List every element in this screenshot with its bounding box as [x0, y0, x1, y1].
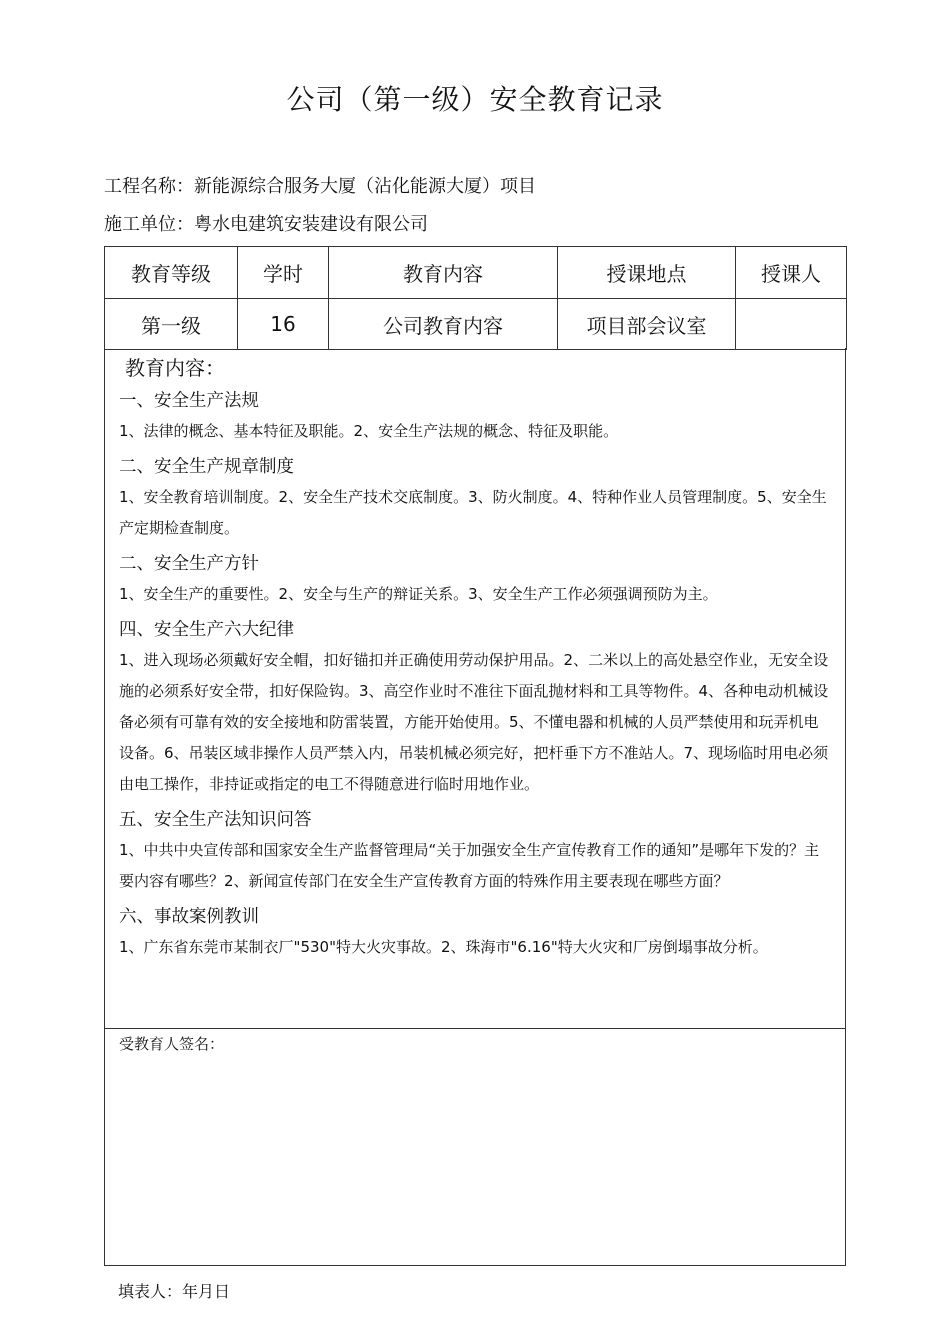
section-heading: 六、事故案例教训	[119, 907, 259, 927]
header-instructor: 授课人	[736, 247, 847, 299]
section-body: 1、进入现场必须戴好安全帽，扣好锚扣并正确使用劳动保护用品。2、二米以上的高处悬空作业，无安全设施的必须系好安全带，扣好保险钩。3、高空作业时不准往下面乱抛材料和工具等物件。4、各种电动机械设备必须有可靠有效的安全接地和防雷装置，方能开始使用。5、不懂电器和机械的人员严禁使用和玩弄机电设备。6、吊装区域非操作人员严禁入内，吊装机械必须完好，把杆垂下方不准站人。7、现场临时用电必须由电工操作，非持证或指定的电工不得随意进行临时用地作业。	[119, 651, 829, 793]
content-label: 教育内容：	[125, 356, 225, 380]
education-summary-table	[104, 246, 847, 350]
section-heading: 一、安全生产法规	[119, 391, 259, 411]
header-hours: 学时	[238, 247, 329, 299]
project-label: 工程名称：	[104, 176, 194, 197]
project-line	[104, 172, 536, 198]
cell-level: 第一级	[105, 299, 238, 350]
section-body: 1、法律的概念、基本特征及职能。2、安全生产法规的概念、特征及职能。	[119, 422, 619, 440]
section-body: 1、中共中央宣传部和国家安全生产监督管理局“关于加强安全生产宣传教育工作的通知”是哪年下发的？主要内容有哪些？2、新闻宣传部门在安全生产宣传教育方面的特殊作用主要表现在哪些方面？	[119, 841, 820, 890]
contractor-label: 施工单位：	[104, 214, 194, 235]
section-body: 1、安全生产的重要性。2、安全与生产的辩证关系。3、安全生产工作必须强调预防为主。	[119, 585, 718, 603]
page-title: 公司（第一级）安全教育记录	[286, 83, 664, 116]
table-header-row	[105, 247, 847, 299]
signature-box[interactable]	[104, 1029, 846, 1266]
cell-instructor	[736, 299, 847, 350]
project-name: 新能源综合服务大厦（沾化能源大厦）项目	[194, 176, 536, 197]
section-body: 1、广东省东莞市某制衣厂"530"特大火灾事故。2、珠海市"6.16"特大火灾和厂房倒塌事故分析。	[119, 938, 768, 956]
cell-content: 公司教育内容	[329, 299, 558, 350]
header-content: 教育内容	[329, 247, 558, 299]
header-level: 教育等级	[105, 247, 238, 299]
signature-label: 受教育人签名：	[119, 1035, 225, 1053]
contractor-line	[104, 210, 428, 236]
cell-location: 项目部会议室	[558, 299, 736, 350]
form-filler-line: 填表人：年月日	[118, 1282, 231, 1301]
section-heading: 二、安全生产规章制度	[119, 457, 294, 477]
header-location: 授课地点	[558, 247, 736, 299]
contractor-name: 粤水电建筑安装建设有限公司	[194, 214, 428, 235]
table-row	[105, 299, 847, 350]
section-body: 1、安全教育培训制度。2、安全生产技术交底制度。3、防火制度。4、特种作业人员管理制度。5、安全生产定期检查制度。	[119, 488, 827, 537]
education-content-box	[104, 348, 846, 1029]
section-heading: 二、安全生产方针	[119, 554, 259, 574]
section-heading: 四、安全生产六大纪律	[119, 620, 294, 640]
section-heading: 五、安全生产法知识问答	[119, 810, 312, 830]
cell-hours: 16	[238, 299, 329, 350]
